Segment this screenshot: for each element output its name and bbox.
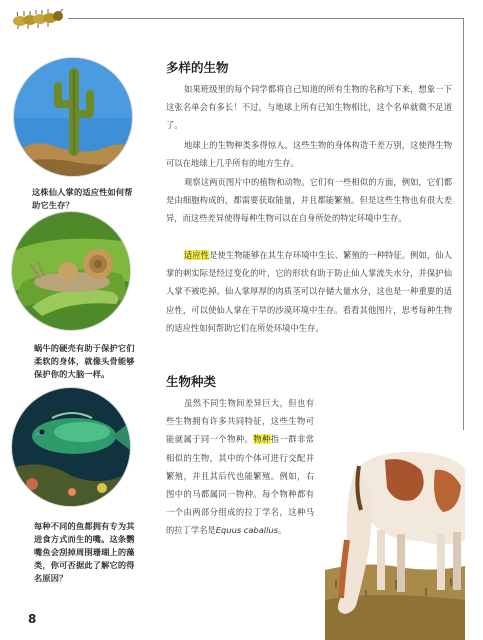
paragraph-4-text: 是使生物能够在其生存环境中生长、繁殖的一种特征。例如，仙人掌的刺实际是经过变化的叶，它的形状有助于防止仙人掌流失水分，并保护仙人掌不被吃掉。仙人掌厚厚的肉质茎可以存储大量水分，这也是一种重要的适应性，可以使仙人掌在干旱的沙漠环境中生存。看看其他图片，思考每种生物的适应性如何帮助它们在所处环境中生存。 bbox=[166, 250, 452, 333]
snail-caption: 蜗牛的硬壳有助于保护它们柔软的身体，就像头骨能够保护你的大脑一样。 bbox=[34, 343, 135, 379]
paragraph-1 bbox=[166, 80, 452, 135]
paragraph-2 bbox=[166, 136, 452, 172]
paragraph-3 bbox=[166, 173, 452, 228]
term-species: 物种 bbox=[253, 434, 271, 445]
paragraph-species-end: 。 bbox=[277, 525, 287, 536]
paragraph-2-text: 地球上的生物种类多得惊人。这些生物的身体构造千差万别，这使得生物可以在地球上几乎所有的地方生存。 bbox=[166, 140, 452, 169]
cactus-photo bbox=[14, 58, 132, 176]
paragraph-3-text: 观察这两页图片中的植物和动物。它们有一些相似的方面，例如，它们都是由细胞构成的，都需要获取能量，并且都能繁殖。但是这些生物也有很大差异，而这些差异使得每种生物可以在自身所处的特定环境中生存。 bbox=[166, 177, 452, 224]
top-rule bbox=[68, 18, 464, 19]
fish-caption: 每种不同的鱼都拥有专为其进食方式而生的嘴。这条鹦嘴鱼会刮掉周围珊瑚上的藻类，你可否据此了解它的得名原因？ bbox=[34, 521, 135, 583]
paragraph-4 bbox=[166, 246, 452, 337]
paragraph-species-body: 指一群非常相似的生物，其中的个体可进行交配并繁殖，并且其后代也能繁殖。例如，右图中的马都属同一物种。每个物种都有一个由两部分组成的拉丁学名，这种马的拉丁学名是 bbox=[166, 434, 314, 536]
horse-photo bbox=[325, 430, 465, 640]
paragraph-species bbox=[166, 394, 314, 540]
right-rule bbox=[463, 18, 464, 438]
parrotfish-photo bbox=[12, 388, 130, 506]
paragraph-1-text: 如果班级里的每个同学都将自己知道的所有生物的名称写下来，想象一下这张名单会有多长！不过，与地球上所有已知生物相比，这个名单就微不足道了。 bbox=[166, 84, 452, 131]
caterpillar-icon bbox=[8, 8, 64, 30]
snail-photo bbox=[12, 212, 130, 330]
section-heading-species: 生物种类 bbox=[166, 374, 217, 389]
term-adaptation: 适应性 bbox=[184, 250, 210, 260]
page-number: 8 bbox=[28, 612, 37, 626]
cactus-caption: 这株仙人掌的适应性如何帮助它生存？ bbox=[32, 187, 133, 210]
latin-name: Equus caballus bbox=[215, 525, 278, 536]
paragraph-species-intro: 虽然不同生物间差异巨大，但也有些生物拥有许多共同特征，这些生物可能就属于同一个物种。 bbox=[166, 398, 314, 445]
section-heading-diversity: 多样的生物 bbox=[166, 60, 229, 75]
